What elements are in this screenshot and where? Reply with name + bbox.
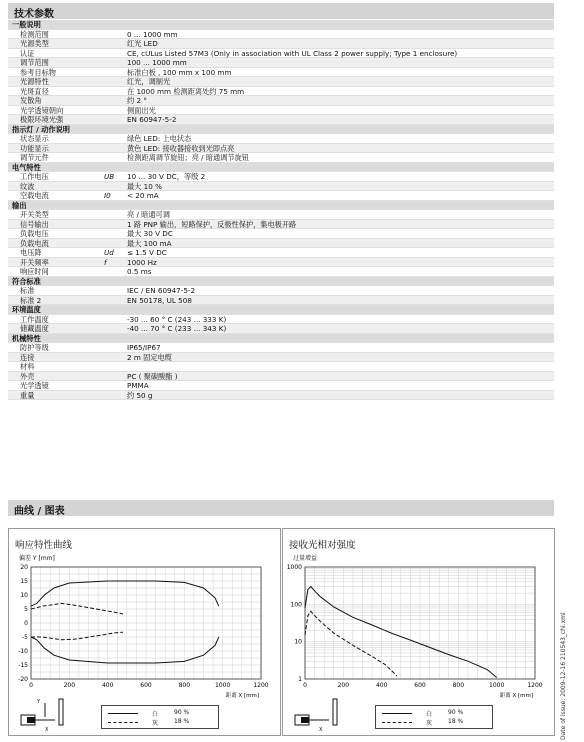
legend-label-white: 白 <box>152 711 159 718</box>
svg-text:X: X <box>45 727 49 733</box>
x-tick-label: 800 <box>452 682 465 689</box>
spec-row <box>8 30 554 40</box>
x-tick-label: 600 <box>414 682 426 689</box>
x-tick-label: 200 <box>337 682 350 689</box>
x-tick-label: 1000 <box>489 682 505 689</box>
y-tick-label: 0 <box>24 620 28 627</box>
spec-label: 储藏温度 <box>20 324 49 333</box>
x-tick-label: 800 <box>178 682 191 689</box>
spec-row <box>8 381 554 391</box>
issue-date-note: Date of issue: 2009-12-16 210543_chi.xml <box>560 612 567 740</box>
x-tick-label: 0 <box>29 682 33 689</box>
spec-group-header <box>8 20 554 30</box>
spec-label: 响应时间 <box>20 267 49 276</box>
spec-group-header <box>8 125 554 135</box>
spec-label: 状态显示 <box>20 134 49 143</box>
spec-label: 功能显示 <box>20 143 49 153</box>
spec-row <box>8 87 554 97</box>
sensor-diagram-icon <box>15 693 85 733</box>
spec-value: 100 ... 1000 mm <box>127 58 187 67</box>
legend-label-white: 白 <box>426 711 433 718</box>
y-tick-label: -10 <box>18 648 28 655</box>
spec-value: CE, cULus Listed 57M3 (Only in association with UL Class 2 power supply; Type 1 enclosure) <box>127 48 458 58</box>
spec-value: 侧面出光 <box>127 105 156 115</box>
spec-row <box>8 372 554 382</box>
spec-group-label: 输出 <box>12 200 27 210</box>
spec-label: 防护等级 <box>20 343 49 352</box>
relative-intensity-legend <box>375 705 493 729</box>
spec-label: 工作电压 <box>20 172 49 181</box>
spec-symbol: Ud <box>104 248 114 257</box>
y-tick-label: -5 <box>22 634 28 641</box>
spec-label: 负载电压 <box>20 229 49 238</box>
y-tick-label: -15 <box>18 662 28 669</box>
spec-label: 连接 <box>20 352 35 362</box>
spec-symbol: UB <box>104 172 115 181</box>
spec-row <box>8 77 554 87</box>
spec-value: -40 ... 70 ° C (233 ... 343 K) <box>127 324 227 333</box>
spec-value: 0.5 ms <box>127 267 152 276</box>
spec-value: 最大 10 % <box>127 181 162 191</box>
series-line-grey <box>31 603 123 614</box>
spec-label: 调节范围 <box>20 58 49 67</box>
spec-value: 亮 / 暗通可调 <box>127 210 170 219</box>
spec-group-header <box>8 201 554 211</box>
spec-value: 在 1000 mm 检测距离处约 75 mm <box>127 86 245 96</box>
spec-label: 调节元件 <box>20 153 49 162</box>
legend-solid-line <box>382 713 412 714</box>
spec-row <box>8 362 554 372</box>
spec-row <box>8 391 554 401</box>
series-line-white <box>31 581 219 606</box>
spec-row <box>8 172 554 182</box>
response-curve-ylabel: 偏差 Y [mm] <box>19 555 55 562</box>
spec-row <box>8 239 554 249</box>
spec-value: PC ( 聚碳酸酯 ) <box>127 371 178 381</box>
spec-label: 光学透镜 <box>20 381 49 390</box>
x-tick-label: 400 <box>375 682 388 689</box>
spec-label: 材料 <box>20 362 35 371</box>
spec-row <box>8 115 554 125</box>
x-tick-label: 0 <box>303 682 307 689</box>
spec-group-label: 符合标准 <box>12 276 41 286</box>
series-line-grey <box>31 632 123 640</box>
spec-label: 开关频率 <box>20 257 49 267</box>
spec-group-label: 机械特性 <box>12 333 41 343</box>
spec-group-header <box>8 305 554 315</box>
spec-label: 认证 <box>20 48 35 58</box>
spec-label: 参考目标物 <box>20 67 56 77</box>
legend-pct-white: 90 % <box>174 709 190 716</box>
x-axis-label: 距离 X [mm] <box>225 693 259 699</box>
sensor-diagram-icon <box>289 693 359 733</box>
spec-row <box>8 106 554 116</box>
relative-intensity-panel <box>282 528 555 736</box>
spec-group-header <box>8 334 554 344</box>
svg-text:Y: Y <box>37 699 41 705</box>
relative-intensity-title: 接收光相对强度 <box>289 540 356 551</box>
spec-row <box>8 96 554 106</box>
x-tick-label: 1200 <box>253 682 269 689</box>
spec-group-header <box>8 277 554 287</box>
y-tick-label: 100 <box>290 601 302 609</box>
spec-value: 1000 Hz <box>127 257 157 267</box>
spec-value: 检测距离调节旋钮；亮 / 暗通调节旋钮 <box>127 153 249 162</box>
legend-pct-grey: 18 % <box>174 718 190 725</box>
spec-group-header <box>8 163 554 173</box>
series-line-white <box>31 637 219 663</box>
spec-value: 约 50 g <box>127 390 153 400</box>
spec-label: 极限环境光强 <box>20 115 64 124</box>
spec-group-label: 指示灯 / 动作说明 <box>12 124 70 134</box>
y-tick-label: 1000 <box>286 564 302 571</box>
specs-section-title: 技术参数 <box>14 9 54 20</box>
spec-value: 1 路 PNP 输出，短路保护，反极性保护，集电极开路 <box>127 219 297 229</box>
spec-label: 光源特性 <box>20 77 49 86</box>
x-axis-label: 距离 X [mm] <box>499 693 533 699</box>
legend-dashed-line <box>382 722 412 723</box>
spec-row <box>8 182 554 192</box>
spec-value: 最大 100 mA <box>127 238 172 248</box>
y-tick-label: 5 <box>24 606 28 613</box>
spec-row <box>8 210 554 220</box>
spec-row <box>8 153 554 163</box>
spec-label: 工作温度 <box>20 314 49 324</box>
spec-symbol: f <box>104 257 107 267</box>
spec-value: 黄色 LED: 接收器接收到光即点亮 <box>127 143 235 153</box>
spec-row <box>8 248 554 258</box>
spec-value: PMMA <box>127 381 149 390</box>
spec-group-label: 电气特性 <box>12 162 41 172</box>
response-curve-panel <box>8 528 281 736</box>
spec-row <box>8 315 554 325</box>
y-tick-label: 1 <box>298 676 302 683</box>
spec-value: EN 50178, UL 508 <box>127 295 192 305</box>
legend-label-grey: 灰 <box>152 720 159 727</box>
spec-label: 发散角 <box>20 96 42 105</box>
legend-dashed-line <box>108 722 138 723</box>
spec-value: IEC / EN 60947-5-2 <box>127 286 196 295</box>
spec-row <box>8 286 554 296</box>
spec-label: 检测范围 <box>20 29 49 39</box>
spec-label: 标准 2 <box>20 295 42 305</box>
spec-row <box>8 229 554 239</box>
spec-value: 标准白板 , 100 mm x 100 mm <box>127 67 232 77</box>
spec-value: 红光 LED <box>127 39 158 48</box>
y-tick-label: -20 <box>18 676 28 683</box>
spec-row <box>8 324 554 334</box>
spec-row <box>8 58 554 68</box>
spec-row <box>8 68 554 78</box>
curves-section-title: 曲线 / 图表 <box>14 506 65 517</box>
series-line-grey <box>305 611 397 676</box>
curves-section-bar <box>8 500 554 516</box>
spec-label: 电压降 <box>20 248 42 257</box>
y-tick-label: 10 <box>294 638 302 646</box>
spec-label: 光斑直径 <box>20 86 49 96</box>
spec-label: 负载电流 <box>20 238 49 248</box>
spec-value: < 20 mA <box>127 191 159 200</box>
spec-row <box>8 191 554 201</box>
spec-value: IP65/IP67 <box>127 343 161 352</box>
spec-label: 重量 <box>20 390 35 400</box>
y-tick-label: 15 <box>20 578 28 585</box>
spec-value: 红光，调制光 <box>127 77 171 86</box>
spec-value: 10 ... 30 V DC，等级 2 <box>127 172 206 181</box>
spec-table <box>8 20 554 400</box>
spec-value: 绿色 LED: 上电状态 <box>127 134 192 143</box>
x-tick-label: 400 <box>101 682 114 689</box>
spec-row <box>8 296 554 306</box>
y-tick-label: 20 <box>20 564 28 571</box>
x-tick-label: 1000 <box>215 682 231 689</box>
spec-symbol: I0 <box>104 191 111 200</box>
spec-value: 约 2 ° <box>127 96 147 105</box>
spec-value: 2 m 固定电缆 <box>127 352 172 362</box>
spec-value: -30 ... 60 ° C (243 ... 333 K) <box>127 314 227 324</box>
spec-row <box>8 258 554 268</box>
spec-row <box>8 220 554 230</box>
spec-row <box>8 49 554 59</box>
response-curve-legend <box>101 705 219 729</box>
spec-value: ≤ 1.5 V DC <box>127 248 167 257</box>
spec-label: 纹波 <box>20 181 35 191</box>
spec-value: 0 ... 1000 mm <box>127 29 178 39</box>
legend-pct-grey: 18 % <box>448 718 464 725</box>
spec-label: 外壳 <box>20 371 35 381</box>
y-tick-label: 10 <box>20 592 28 599</box>
spec-label: 标准 <box>20 286 35 295</box>
spec-row <box>8 39 554 49</box>
svg-text:X: X <box>319 727 323 733</box>
x-tick-label: 1200 <box>527 682 543 689</box>
spec-row <box>8 353 554 363</box>
legend-solid-line <box>108 713 138 714</box>
spec-group-label: 一般说明 <box>12 20 41 29</box>
legend-label-grey: 灰 <box>426 720 433 727</box>
spec-group-label: 环境温度 <box>12 305 41 314</box>
relative-intensity-ylabel: 过量增益 <box>293 555 318 562</box>
spec-label: 开关类型 <box>20 210 49 219</box>
spec-value: EN 60947-5-2 <box>127 115 177 124</box>
spec-label: 光源类型 <box>20 39 49 48</box>
specs-section-bar <box>8 3 554 19</box>
x-tick-label: 600 <box>140 682 152 689</box>
x-tick-label: 200 <box>63 682 76 689</box>
spec-label: 空载电流 <box>20 191 49 200</box>
spec-row <box>8 134 554 144</box>
spec-label: 信号输出 <box>20 219 49 229</box>
spec-value: 最大 30 V DC <box>127 229 173 238</box>
spec-row <box>8 343 554 353</box>
legend-pct-white: 90 % <box>448 709 464 716</box>
spec-label: 光学透镜朝向 <box>20 105 64 115</box>
spec-row <box>8 144 554 154</box>
spec-row <box>8 267 554 277</box>
response-curve-title: 响应特性曲线 <box>15 540 73 551</box>
